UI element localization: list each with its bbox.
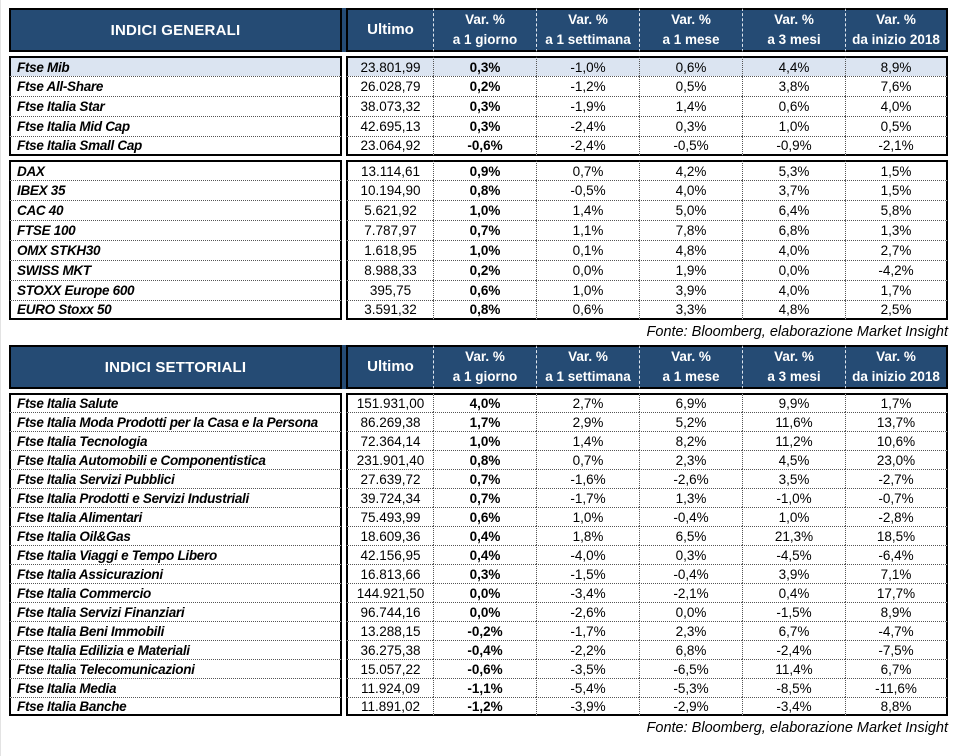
ultimo-value: 26.028,79 xyxy=(346,76,433,96)
var-1-mese-value: 6,9% xyxy=(639,393,742,412)
var-1-mese-value: -0,4% xyxy=(639,564,742,583)
var-1-giorno-value: 1,0% xyxy=(433,431,536,450)
index-name: Ftse Italia Commercio xyxy=(9,583,342,602)
var-inizio-2018-value: 0,5% xyxy=(845,116,948,136)
var-1-settimana-value: -1,7% xyxy=(536,488,639,507)
var-1-mese-value: -0,4% xyxy=(639,507,742,526)
var-1-mese-value: 1,3% xyxy=(639,488,742,507)
var-1-giorno-value: 1,0% xyxy=(433,240,536,260)
var-inizio-2018-value: -7,5% xyxy=(845,640,948,659)
table-row xyxy=(9,583,948,602)
international-indices-group xyxy=(9,160,948,320)
index-name: Ftse Italia Oil&Gas xyxy=(9,526,342,545)
var-1-mese-value: 5,0% xyxy=(639,200,742,220)
var-1-mese-value: 3,9% xyxy=(639,280,742,300)
var-inizio-2018-value: -11,6% xyxy=(845,678,948,697)
table-row xyxy=(9,450,948,469)
ultimo-value: 5.621,92 xyxy=(346,200,433,220)
index-name: Ftse Italia Servizi Finanziari xyxy=(9,602,342,621)
var-1-giorno-value: -1,2% xyxy=(433,697,536,716)
var-1-mese-value: 0,0% xyxy=(639,602,742,621)
table-row xyxy=(9,412,948,431)
table-row xyxy=(9,393,948,412)
var-3-mesi-value: 0,6% xyxy=(742,96,845,116)
header-line: da inizio 2018 xyxy=(852,369,940,384)
var-inizio-2018-value: 8,9% xyxy=(845,602,948,621)
ultimo-value: 7.787,97 xyxy=(346,220,433,240)
header-line: a 3 mesi xyxy=(767,369,821,384)
column-header-ultimo: Ultimo xyxy=(346,345,433,389)
ultimo-value: 15.057,22 xyxy=(346,659,433,678)
var-3-mesi-value: 3,8% xyxy=(742,76,845,96)
var-1-mese-value: 4,8% xyxy=(639,240,742,260)
index-name: FTSE 100 xyxy=(9,220,342,240)
var-1-settimana-value: 0,0% xyxy=(536,260,639,280)
header-line: a 3 mesi xyxy=(767,32,821,47)
var-1-settimana-value: 1,1% xyxy=(536,220,639,240)
ultimo-value: 8.988,33 xyxy=(346,260,433,280)
table-row xyxy=(9,260,948,280)
ultimo-value: 231.901,40 xyxy=(346,450,433,469)
ultimo-value: 11.891,02 xyxy=(346,697,433,716)
header-line: Var. % xyxy=(774,349,814,365)
header-line: Var. % xyxy=(876,12,916,28)
index-name: Ftse Italia Salute xyxy=(9,393,342,412)
index-name: Ftse Italia Small Cap xyxy=(9,136,342,156)
var-1-settimana-value: 1,4% xyxy=(536,200,639,220)
header-line: Var. % xyxy=(465,12,505,28)
index-name: Ftse Italia Automobili e Componentistica xyxy=(9,450,342,469)
var-1-giorno-value: 0,2% xyxy=(433,76,536,96)
ultimo-value: 10.194,90 xyxy=(346,180,433,200)
var-1-mese-value: -2,1% xyxy=(639,583,742,602)
var-3-mesi-value: 4,8% xyxy=(742,300,845,320)
index-name: Ftse Italia Viaggi e Tempo Libero xyxy=(9,545,342,564)
var-1-settimana-value: 0,7% xyxy=(536,160,639,180)
var-3-mesi-value: -3,4% xyxy=(742,697,845,716)
var-inizio-2018-value: 7,1% xyxy=(845,564,948,583)
index-name: Ftse Italia Assicurazioni xyxy=(9,564,342,583)
index-name: Ftse Italia Banche xyxy=(9,697,342,716)
var-1-mese-value: 2,3% xyxy=(639,621,742,640)
index-name: SWISS MKT xyxy=(9,260,342,280)
header-line: Var. % xyxy=(671,12,711,28)
var-1-settimana-value: -3,9% xyxy=(536,697,639,716)
var-1-settimana-value: -5,4% xyxy=(536,678,639,697)
var-1-giorno-value: 0,3% xyxy=(433,56,536,76)
var-1-giorno-value: 0,6% xyxy=(433,280,536,300)
ultimo-value: 42.695,13 xyxy=(346,116,433,136)
column-header-var-1-giorno xyxy=(433,345,536,389)
var-1-settimana-value: 1,8% xyxy=(536,526,639,545)
table-row xyxy=(9,526,948,545)
var-1-settimana-value: -4,0% xyxy=(536,545,639,564)
index-name: Ftse Italia Telecomunicazioni xyxy=(9,659,342,678)
table-row xyxy=(9,697,948,716)
var-1-giorno-value: 0,7% xyxy=(433,488,536,507)
var-1-mese-value: 2,3% xyxy=(639,450,742,469)
var-1-mese-value: -0,5% xyxy=(639,136,742,156)
var-1-giorno-value: 1,7% xyxy=(433,412,536,431)
table-row xyxy=(9,116,948,136)
table-row xyxy=(9,621,948,640)
header-row xyxy=(9,8,948,52)
ultimo-value: 38.073,32 xyxy=(346,96,433,116)
column-header-var-1-mese xyxy=(639,8,742,52)
column-header-var-3-mesi xyxy=(742,8,845,52)
ultimo-value: 18.609,36 xyxy=(346,526,433,545)
var-inizio-2018-value: 1,7% xyxy=(845,393,948,412)
var-3-mesi-value: 5,3% xyxy=(742,160,845,180)
ultimo-value: 144.921,50 xyxy=(346,583,433,602)
table-row xyxy=(9,545,948,564)
var-3-mesi-value: 4,0% xyxy=(742,240,845,260)
var-inizio-2018-value: 7,6% xyxy=(845,76,948,96)
table-row xyxy=(9,507,948,526)
table-row xyxy=(9,678,948,697)
var-3-mesi-value: -1,5% xyxy=(742,602,845,621)
var-1-settimana-value: 1,0% xyxy=(536,280,639,300)
var-1-mese-value: 7,8% xyxy=(639,220,742,240)
var-1-giorno-value: -0,2% xyxy=(433,621,536,640)
var-1-giorno-value: -1,1% xyxy=(433,678,536,697)
var-1-settimana-value: -2,4% xyxy=(536,116,639,136)
var-1-giorno-value: 0,6% xyxy=(433,507,536,526)
var-inizio-2018-value: 8,8% xyxy=(845,697,948,716)
ultimo-value: 13.288,15 xyxy=(346,621,433,640)
column-header-ultimo: Ultimo xyxy=(346,8,433,52)
index-name: Ftse Italia Moda Prodotti per la Casa e la Persona xyxy=(9,412,342,431)
var-1-giorno-value: 0,0% xyxy=(433,583,536,602)
header-row xyxy=(9,345,948,389)
table-row xyxy=(9,280,948,300)
var-inizio-2018-value: 13,7% xyxy=(845,412,948,431)
header-line: a 1 mese xyxy=(662,32,720,47)
table-row xyxy=(9,659,948,678)
header-line: Var. % xyxy=(876,349,916,365)
var-1-mese-value: 0,3% xyxy=(639,545,742,564)
var-inizio-2018-value: 10,6% xyxy=(845,431,948,450)
var-inizio-2018-value: 1,5% xyxy=(845,180,948,200)
index-name: IBEX 35 xyxy=(9,180,342,200)
var-inizio-2018-value: 2,7% xyxy=(845,240,948,260)
var-1-mese-value: 1,4% xyxy=(639,96,742,116)
ultimo-value: 13.114,61 xyxy=(346,160,433,180)
var-inizio-2018-value: 18,5% xyxy=(845,526,948,545)
var-3-mesi-value: -0,9% xyxy=(742,136,845,156)
var-inizio-2018-value: 4,0% xyxy=(845,96,948,116)
ultimo-value: 75.493,99 xyxy=(346,507,433,526)
header-line: Var. % xyxy=(568,12,608,28)
ultimo-value: 1.618,95 xyxy=(346,240,433,260)
ultimo-value: 86.269,38 xyxy=(346,412,433,431)
table-title: INDICI SETTORIALI xyxy=(9,345,342,389)
table-row xyxy=(9,564,948,583)
var-inizio-2018-value: -6,4% xyxy=(845,545,948,564)
var-inizio-2018-value: -2,7% xyxy=(845,469,948,488)
var-1-settimana-value: -1,9% xyxy=(536,96,639,116)
column-header-var-3-mesi xyxy=(742,345,845,389)
table-row xyxy=(9,300,948,320)
table-row xyxy=(9,200,948,220)
var-3-mesi-value: 21,3% xyxy=(742,526,845,545)
header-line: a 1 giorno xyxy=(452,32,518,47)
table-indici-settoriali xyxy=(9,345,948,716)
var-1-giorno-value: 4,0% xyxy=(433,393,536,412)
var-3-mesi-value: 9,9% xyxy=(742,393,845,412)
var-3-mesi-value: -2,4% xyxy=(742,640,845,659)
var-inizio-2018-value: 17,7% xyxy=(845,583,948,602)
table-row xyxy=(9,431,948,450)
var-1-settimana-value: -2,4% xyxy=(536,136,639,156)
index-name: Ftse Italia Prodotti e Servizi Industriali xyxy=(9,488,342,507)
table-row xyxy=(9,469,948,488)
var-inizio-2018-value: 6,7% xyxy=(845,659,948,678)
table-title: INDICI GENERALI xyxy=(9,8,342,52)
var-3-mesi-value: -4,5% xyxy=(742,545,845,564)
var-1-mese-value: 6,8% xyxy=(639,640,742,659)
header-line: a 1 settimana xyxy=(545,369,631,384)
header-line: Var. % xyxy=(465,349,505,365)
var-1-settimana-value: 2,7% xyxy=(536,393,639,412)
column-header-var-inizio-2018 xyxy=(845,345,948,389)
var-1-giorno-value: 1,0% xyxy=(433,200,536,220)
ultimo-value: 96.744,16 xyxy=(346,602,433,621)
var-1-mese-value: -2,9% xyxy=(639,697,742,716)
var-1-mese-value: 4,2% xyxy=(639,160,742,180)
header-line: Var. % xyxy=(774,12,814,28)
ultimo-value: 72.364,14 xyxy=(346,431,433,450)
var-3-mesi-value: 3,7% xyxy=(742,180,845,200)
var-1-giorno-value: 0,8% xyxy=(433,180,536,200)
index-name: Ftse Italia Alimentari xyxy=(9,507,342,526)
column-header-var-inizio-2018 xyxy=(845,8,948,52)
var-1-settimana-value: -1,7% xyxy=(536,621,639,640)
ultimo-value: 395,75 xyxy=(346,280,433,300)
var-1-giorno-value: 0,4% xyxy=(433,526,536,545)
table-row xyxy=(9,602,948,621)
var-1-mese-value: -2,6% xyxy=(639,469,742,488)
var-3-mesi-value: 1,0% xyxy=(742,116,845,136)
var-1-giorno-value: -0,6% xyxy=(433,659,536,678)
var-1-giorno-value: 0,7% xyxy=(433,469,536,488)
var-inizio-2018-value: -4,2% xyxy=(845,260,948,280)
var-1-mese-value: 4,0% xyxy=(639,180,742,200)
sector-indices-group xyxy=(9,393,948,716)
var-3-mesi-value: -1,0% xyxy=(742,488,845,507)
header-line: a 1 settimana xyxy=(545,32,631,47)
header-line: Var. % xyxy=(671,349,711,365)
index-name: Ftse Italia Mid Cap xyxy=(9,116,342,136)
var-1-settimana-value: 2,9% xyxy=(536,412,639,431)
var-1-mese-value: 0,6% xyxy=(639,56,742,76)
var-3-mesi-value: 11,2% xyxy=(742,431,845,450)
var-1-giorno-value: 0,3% xyxy=(433,96,536,116)
var-1-settimana-value: -2,6% xyxy=(536,602,639,621)
ultimo-value: 23.801,99 xyxy=(346,56,433,76)
var-1-giorno-value: 0,7% xyxy=(433,220,536,240)
var-1-giorno-value: 0,3% xyxy=(433,564,536,583)
var-1-settimana-value: 1,4% xyxy=(536,431,639,450)
var-1-giorno-value: -0,4% xyxy=(433,640,536,659)
var-1-mese-value: 5,2% xyxy=(639,412,742,431)
table-row xyxy=(9,640,948,659)
var-3-mesi-value: 3,9% xyxy=(742,564,845,583)
table-row xyxy=(9,136,948,156)
var-1-settimana-value: 1,0% xyxy=(536,507,639,526)
table-row xyxy=(9,96,948,116)
var-inizio-2018-value: 8,9% xyxy=(845,56,948,76)
source-note: Fonte: Bloomberg, elaborazione Market Insight xyxy=(646,324,948,340)
var-1-settimana-value: 0,1% xyxy=(536,240,639,260)
var-1-giorno-value: -0,6% xyxy=(433,136,536,156)
var-1-settimana-value: -1,0% xyxy=(536,56,639,76)
var-3-mesi-value: 3,5% xyxy=(742,469,845,488)
var-1-settimana-value: -2,2% xyxy=(536,640,639,659)
table-row xyxy=(9,56,948,76)
index-name: Ftse Italia Edilizia e Materiali xyxy=(9,640,342,659)
ultimo-value: 16.813,66 xyxy=(346,564,433,583)
var-1-giorno-value: 0,9% xyxy=(433,160,536,180)
header-line: a 1 mese xyxy=(662,369,720,384)
ultimo-value: 36.275,38 xyxy=(346,640,433,659)
index-name: EURO Stoxx 50 xyxy=(9,300,342,320)
index-name: Ftse All-Share xyxy=(9,76,342,96)
var-inizio-2018-value: 23,0% xyxy=(845,450,948,469)
var-1-settimana-value: -1,6% xyxy=(536,469,639,488)
header-line: da inizio 2018 xyxy=(852,32,940,47)
var-1-settimana-value: -3,5% xyxy=(536,659,639,678)
var-inizio-2018-value: 1,7% xyxy=(845,280,948,300)
var-1-mese-value: -6,5% xyxy=(639,659,742,678)
var-inizio-2018-value: -0,7% xyxy=(845,488,948,507)
ultimo-value: 23.064,92 xyxy=(346,136,433,156)
table-row xyxy=(9,488,948,507)
var-1-giorno-value: 0,3% xyxy=(433,116,536,136)
var-3-mesi-value: 4,0% xyxy=(742,280,845,300)
ultimo-value: 27.639,72 xyxy=(346,469,433,488)
column-header-var-1-settimana xyxy=(536,345,639,389)
index-name: DAX xyxy=(9,160,342,180)
var-3-mesi-value: -8,5% xyxy=(742,678,845,697)
var-1-mese-value: 3,3% xyxy=(639,300,742,320)
var-1-mese-value: 8,2% xyxy=(639,431,742,450)
table-row xyxy=(9,76,948,96)
index-name: OMX STKH30 xyxy=(9,240,342,260)
table-row xyxy=(9,220,948,240)
var-inizio-2018-value: 1,3% xyxy=(845,220,948,240)
var-1-mese-value: 6,5% xyxy=(639,526,742,545)
var-3-mesi-value: 0,4% xyxy=(742,583,845,602)
italian-indices-group xyxy=(9,56,948,156)
column-header-var-1-settimana xyxy=(536,8,639,52)
table-row xyxy=(9,180,948,200)
var-3-mesi-value: 11,4% xyxy=(742,659,845,678)
ultimo-value: 151.931,00 xyxy=(346,393,433,412)
var-1-mese-value: 0,5% xyxy=(639,76,742,96)
var-3-mesi-value: 6,7% xyxy=(742,621,845,640)
index-name: CAC 40 xyxy=(9,200,342,220)
ultimo-value: 3.591,32 xyxy=(346,300,433,320)
var-3-mesi-value: 11,6% xyxy=(742,412,845,431)
var-3-mesi-value: 4,5% xyxy=(742,450,845,469)
table-row xyxy=(9,160,948,180)
var-inizio-2018-value: -2,1% xyxy=(845,136,948,156)
var-1-settimana-value: -1,2% xyxy=(536,76,639,96)
var-inizio-2018-value: -2,8% xyxy=(845,507,948,526)
index-name: Ftse Italia Star xyxy=(9,96,342,116)
source-note: Fonte: Bloomberg, elaborazione Market Insight xyxy=(646,720,948,736)
var-1-giorno-value: 0,0% xyxy=(433,602,536,621)
var-1-giorno-value: 0,8% xyxy=(433,300,536,320)
index-name: STOXX Europe 600 xyxy=(9,280,342,300)
var-1-settimana-value: -0,5% xyxy=(536,180,639,200)
var-1-settimana-value: -1,5% xyxy=(536,564,639,583)
var-inizio-2018-value: -4,7% xyxy=(845,621,948,640)
var-3-mesi-value: 6,8% xyxy=(742,220,845,240)
var-1-giorno-value: 0,2% xyxy=(433,260,536,280)
var-1-settimana-value: -3,4% xyxy=(536,583,639,602)
header-line: a 1 giorno xyxy=(452,369,518,384)
index-name: Ftse Italia Media xyxy=(9,678,342,697)
var-1-giorno-value: 0,8% xyxy=(433,450,536,469)
var-1-mese-value: 0,3% xyxy=(639,116,742,136)
var-3-mesi-value: 4,4% xyxy=(742,56,845,76)
column-header-var-1-mese xyxy=(639,345,742,389)
var-1-giorno-value: 0,4% xyxy=(433,545,536,564)
var-1-mese-value: 1,9% xyxy=(639,260,742,280)
var-1-mese-value: -5,3% xyxy=(639,678,742,697)
index-name: Ftse Italia Beni Immobili xyxy=(9,621,342,640)
ultimo-value: 39.724,34 xyxy=(346,488,433,507)
table-row xyxy=(9,240,948,260)
var-1-settimana-value: 0,6% xyxy=(536,300,639,320)
index-name: Ftse Italia Servizi Pubblici xyxy=(9,469,342,488)
var-inizio-2018-value: 2,5% xyxy=(845,300,948,320)
var-3-mesi-value: 6,4% xyxy=(742,200,845,220)
var-3-mesi-value: 1,0% xyxy=(742,507,845,526)
column-header-var-1-giorno xyxy=(433,8,536,52)
var-inizio-2018-value: 1,5% xyxy=(845,160,948,180)
var-1-settimana-value: 0,7% xyxy=(536,450,639,469)
index-name: Ftse Italia Tecnologia xyxy=(9,431,342,450)
var-3-mesi-value: 0,0% xyxy=(742,260,845,280)
header-line: Var. % xyxy=(568,349,608,365)
index-name: Ftse Mib xyxy=(9,56,342,76)
var-inizio-2018-value: 5,8% xyxy=(845,200,948,220)
ultimo-value: 11.924,09 xyxy=(346,678,433,697)
table-indici-generali xyxy=(9,8,948,320)
ultimo-value: 42.156,95 xyxy=(346,545,433,564)
